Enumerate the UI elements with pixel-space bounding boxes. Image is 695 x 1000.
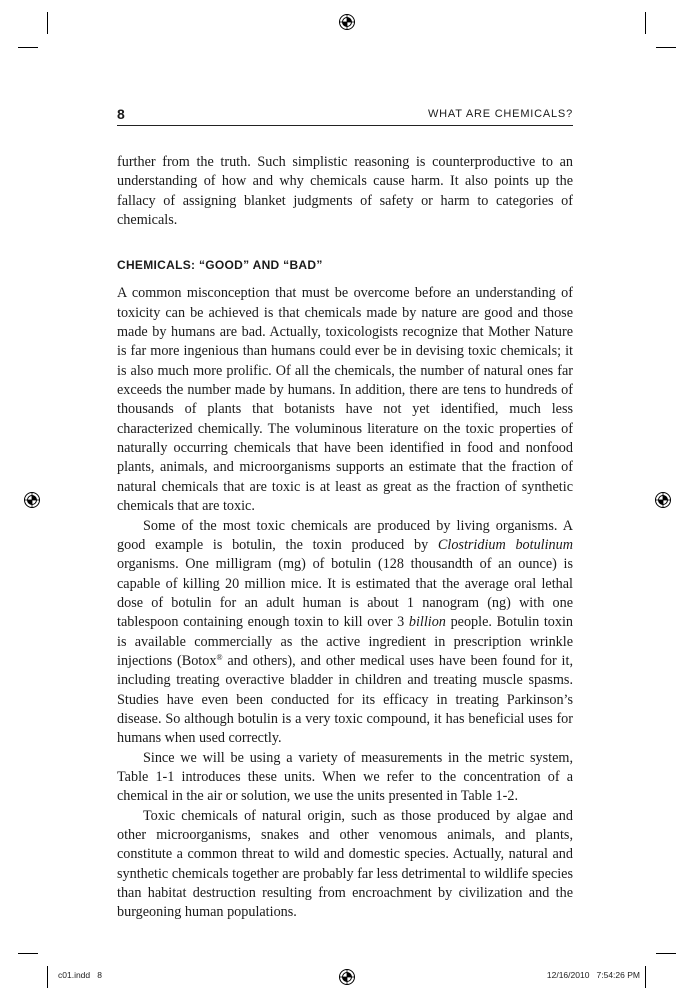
- crop-mark: [645, 966, 646, 988]
- paragraph: A common misconception that must be overcome before an understanding of toxicity can be achieved is that chemicals made by nature are good and those made by humans are bad. Actually, toxicologists recognize that Mother Nature is far more ingenious than humans could ever be in devising toxic chemicals; it is also much more prolific. Of all the chemicals, the number of natural ones far exceeds the number made by humans. In addition, there are tens to hundreds of thousands of plants that botanists have not yet identified, much less characterized chemically. The voluminous literature on the toxic properties of naturally occurring chemicals that have been identified in food and nonfood plants, animals, and microorganisms supports an estimate that the fraction of natural chemicals that are toxic is at least as great as the fraction of synthetic chemicals that are toxic.: [117, 285, 573, 515]
- crop-mark: [18, 953, 38, 954]
- slug-filename: c01.indd 8: [58, 970, 102, 980]
- page-number: 8: [117, 106, 125, 122]
- crop-mark: [47, 12, 48, 34]
- crop-mark: [47, 966, 48, 988]
- text-run: and others), and other medical uses have been found for it, including treating overactive bladder in children and treating muscle spasms. Studies have even been conducted for its efficacy in treating Parkinson’s disease. So although botulin is a very toxic compound, it has beneficial uses for humans when used correctly.: [117, 652, 573, 747]
- running-head: WHAT ARE CHEMICALS?: [428, 108, 573, 120]
- crop-mark: [656, 953, 676, 954]
- paragraph: Since we will be using a variety of measurements in the metric system, Table 1-1 introduces these units. When we refer to the concentration of a chemical in the air or solution, we use the units presented in Table 1-2.: [117, 749, 573, 805]
- paragraph: [117, 517, 573, 749]
- text-run: organisms. One milligram (mg) of botulin (128 thousandth of an ounce) is capable of killing 20 million mice. It is estimated that the average oral lethal dose of botulin for an adult human is about 1 nanogram (ng) with one tablespoon containing enough toxin to kill over 3: [117, 556, 573, 631]
- header-rule: [117, 125, 573, 126]
- text-run: people. Botulin toxin is available commercially as the active ingredient in prescription wrinkle injections (Botox: [117, 614, 573, 669]
- registration-mark-icon: [339, 14, 355, 30]
- crop-mark: [645, 12, 646, 34]
- registration-mark-icon: [655, 492, 671, 508]
- text-run: Some of the most toxic chemicals are produced by living organisms. A good example is botulin, the toxin produced by: [117, 517, 573, 553]
- registration-mark-icon: [339, 969, 355, 985]
- section-heading: CHEMICALS: “GOOD” AND “BAD”: [117, 258, 323, 273]
- paragraph: Toxic chemicals of natural origin, such as those produced by algae and other microorganisms, snakes and other venomous animals, and plants, constitute a common threat to wild and domestic species. Actually, natural and synthetic chemicals together are probably far less detrimental to wildlife species than habitat destruction resulting from encroachment by civilization and the burgeoning human populations.: [117, 807, 573, 921]
- paragraph: further from the truth. Such simplistic reasoning is counterproductive to an understanding of how and why chemicals cause harm. It also points up the fallacy of assigning blanket judgments of safety or harm to categories of chemicals.: [117, 154, 573, 229]
- italic-text: Clostridium botulinum: [437, 536, 573, 553]
- italic-text: billion: [408, 614, 446, 631]
- registered-mark: ®: [216, 652, 223, 662]
- registration-mark-icon: [24, 492, 40, 508]
- crop-mark: [18, 47, 38, 48]
- slug-timestamp: 12/16/2010 7:54:26 PM: [546, 970, 640, 980]
- body-text: [117, 153, 573, 923]
- crop-mark: [656, 47, 676, 48]
